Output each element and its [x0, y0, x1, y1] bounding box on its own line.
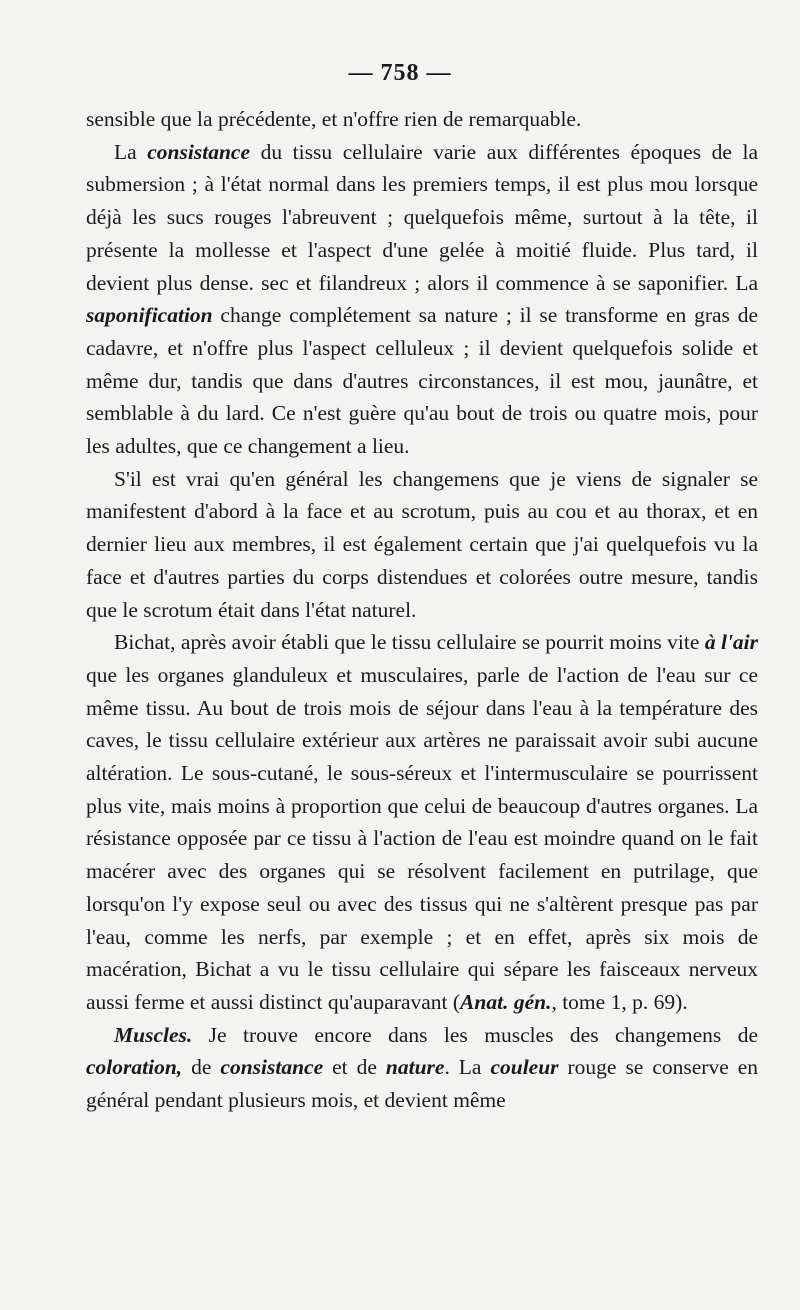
paragraph — [86, 136, 758, 463]
emphasized-text: à l'air — [704, 630, 759, 655]
emphasized-text: consistance — [220, 1055, 324, 1080]
text-run: rouge se conserve en général pendant plusieurs mois, et devient même — [86, 1055, 758, 1113]
text-run: change complétement sa nature ; il se transforme en gras de cadavre, et n'offre plus l'aspect celluleux ; il devient quelquefois solide et même dur, tandis que dans d'autres circonstances, il est mou, jaunâtre, et semblable à du lard. Ce n'est guère qu'au bout de trois ou quatre mois, pour les adultes, que ce changement a lieu. — [86, 303, 758, 459]
text-run: et de — [323, 1055, 386, 1080]
emphasized-text: nature — [385, 1055, 445, 1080]
paragraph — [86, 463, 758, 627]
text-run: sensible que la précédente, et n'offre rien de remarquable. — [86, 107, 582, 131]
text-run: Je trouve encore dans les muscles des changemens de — [192, 1022, 758, 1047]
text-run: Bichat, après avoir établi que le tissu cellulaire se pourrit moins vite — [114, 630, 705, 655]
emphasized-text: Anat. gén. — [460, 989, 552, 1014]
text-run: que les organes glanduleux et musculaires, parle de l'action de l'eau sur ce même tissu. Au bout de trois mois de séjour dans l'eau à la température des caves, le tissu cellulaire extérieur aux artères ne paraissait avoir subi aucune altération. Le sous-cutané, le sous-séreux et l'intermusculaire se pourrissent plus vite, mais moins à proportion que celui de beaucoup d'autres organes. La résistance opposée par ce tissu à l'action de l'eau est moindre quand on le fait macérer avec des organes qui se résolvent facilement en putrilage, que lorsqu'on l'y expose seul ou avec des tissus qui ne s'altèrent presque pas par l'eau, comme les nerfs, par exemple ; et en effet, après six mois de macération, Bichat a vu le tissu cellulaire qui sépare les faisceaux nerveux aussi ferme et aussi distinct qu'auparavant ( — [86, 662, 758, 1014]
emphasized-text: saponification — [86, 303, 213, 328]
text-run: de — [182, 1055, 221, 1080]
paragraph — [86, 1019, 758, 1117]
paragraph — [86, 103, 758, 136]
emphasized-text: consistance — [147, 139, 250, 164]
emphasized-text: Muscles. — [114, 1022, 193, 1047]
emphasized-text: coloration, — [86, 1055, 183, 1080]
page-number: — 758 — — [348, 60, 452, 86]
text-run: , tome 1, p. 69). — [551, 989, 688, 1014]
text-run: . La — [444, 1055, 491, 1080]
paragraph — [86, 626, 758, 1018]
emphasized-text: couleur — [490, 1055, 559, 1080]
body-text — [86, 103, 758, 1117]
text-run: S'il est vrai qu'en général les changemens que je viens de signaler se manifestent d'abord à la face et au scrotum, puis au cou et au thorax, et en dernier lieu aux membres, il est également certain que j'ai quelquefois vu la face et d'autres parties du corps distendues et colorées outre mesure, tandis que le scrotum était dans l'état naturel. — [86, 466, 758, 622]
text-run: du tissu cellulaire varie aux différentes époques de la submersion ; à l'état normal dans les premiers temps, il est plus mou lorsque déjà les sucs rouges l'abreuvent ; quelquefois même, surtout à la tête, il présente la mollesse et l'aspect d'une gelée à moitié fluide. Plus tard, il devient plus dense. sec et filandreux ; alors il commence à se saponifier. La — [86, 139, 758, 295]
text-run: La — [114, 139, 148, 164]
